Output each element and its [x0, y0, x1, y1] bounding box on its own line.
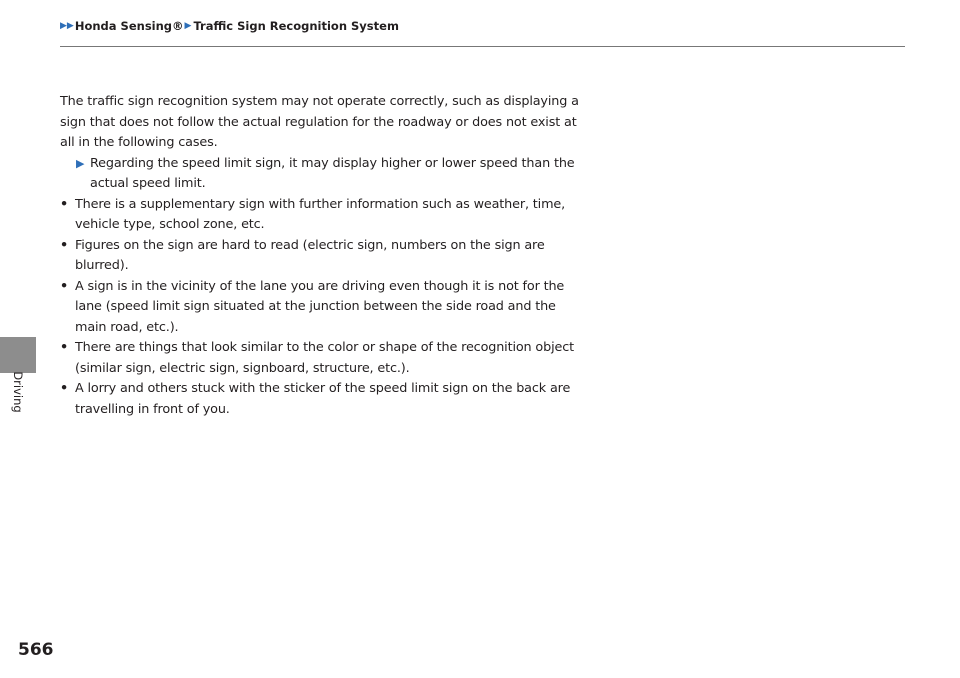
bullet-icon: • [60, 278, 69, 294]
list-item-text: A lorry and others stuck with the sticker of the speed limit sign on the back are travelling in front of you. [75, 381, 571, 417]
chevron-right-icon: ▶ [184, 21, 192, 31]
bullet-icon: • [60, 237, 69, 253]
intro-paragraph: The traffic sign recognition system may not operate correctly, such as displaying a sign that does not follow the actual regulation for the roadway or does not exist at all in the following cases. [60, 94, 579, 150]
bullet-icon: • [60, 340, 69, 355]
list-item [60, 236, 580, 277]
sub-note-text: Regarding the speed limit sign, it may display higher or lower speed than the actual speed limit. [90, 155, 575, 191]
page-number: 566 [18, 640, 54, 660]
list-item [60, 277, 580, 339]
list-item [60, 195, 580, 236]
breadcrumb-item-honda-sensing[interactable]: Honda Sensing® [74, 19, 184, 33]
chapter-tab-label: Driving [11, 371, 25, 413]
page-content [60, 92, 580, 420]
conditions-list [60, 195, 580, 421]
list-item [60, 379, 580, 420]
list-item-text: There are things that look similar to the color or shape of the recognition object (similar sign, electric sign, signboard, structure, etc.). [75, 340, 574, 376]
bullet-icon: • [60, 196, 69, 212]
list-item-text: A sign is in the vicinity of the lane you are driving even though it is not for the lane (speed limit sign situated at the junction between the side road and the main road, etc.). [75, 278, 565, 335]
list-item [60, 338, 580, 379]
sub-note [76, 154, 580, 195]
chevron-right-icon: ▶ [76, 156, 85, 170]
list-item-text: Figures on the sign are hard to read (electric sign, numbers on the sign are blurred). [75, 237, 545, 273]
breadcrumb-item-traffic-sign[interactable]: Traffic Sign Recognition System [193, 19, 399, 33]
header-divider [60, 46, 905, 47]
list-item-text: There is a supplementary sign with further information such as weather, time, vehicle type, school zone, etc. [75, 196, 566, 232]
bullet-icon: • [60, 381, 69, 396]
chevron-right-icon: ▶▶ [60, 21, 74, 31]
breadcrumb [60, 19, 399, 33]
